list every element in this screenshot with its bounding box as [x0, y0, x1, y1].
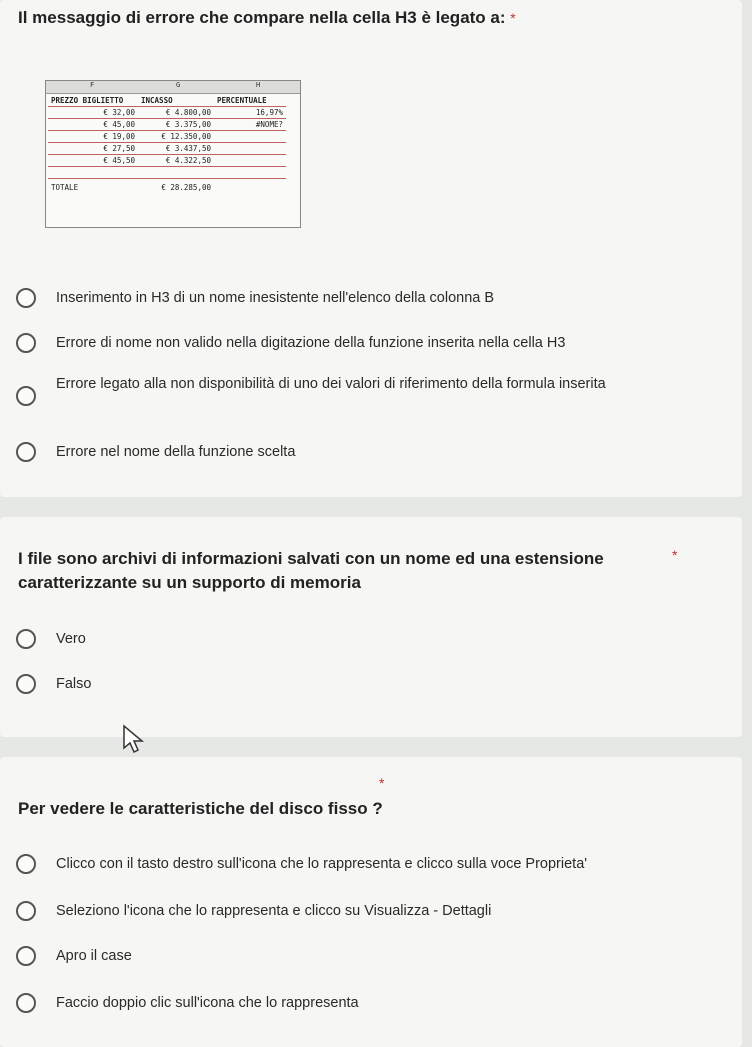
- option-label: Falso: [56, 676, 92, 692]
- radio-button[interactable]: [16, 901, 36, 921]
- question-title: I file sono archivi di informazioni salvati con un nome ed una estensione caratterizzante su un supporto di memoria: [18, 549, 604, 592]
- radio-button[interactable]: [16, 442, 36, 462]
- column-header-g: G: [176, 81, 181, 89]
- cell: € 12.350,00: [138, 131, 214, 143]
- table-row: [48, 143, 286, 155]
- radio-button[interactable]: [16, 629, 36, 649]
- question-card-1: [0, 0, 742, 497]
- question-card-3: [0, 757, 742, 1047]
- radio-button[interactable]: [16, 288, 36, 308]
- cell: € 4.322,50: [138, 155, 214, 167]
- cell: € 4.800,00: [138, 107, 214, 119]
- table-header-row: [48, 95, 286, 107]
- header-cell: INCASSO: [138, 95, 214, 107]
- option-2-1[interactable]: [16, 629, 722, 650]
- option-1-1[interactable]: [16, 288, 722, 309]
- cell: [214, 155, 286, 167]
- option-label: Inserimento in H3 di un nome inesistente nell'elenco della colonna B: [56, 290, 495, 306]
- mouse-cursor-icon: [122, 724, 146, 754]
- total-row: [48, 179, 286, 194]
- cell: € 3.437,50: [138, 143, 214, 155]
- radio-button[interactable]: [16, 386, 36, 406]
- option-3-3[interactable]: [16, 946, 722, 967]
- radio-button[interactable]: [16, 854, 36, 874]
- table-row: [48, 119, 286, 131]
- option-3-2[interactable]: [16, 901, 722, 922]
- header-cell: PREZZO BIGLIETTO: [48, 95, 138, 107]
- option-label: Faccio doppio clic sull'icona che lo rappresenta: [56, 995, 359, 1011]
- required-mark: *: [672, 547, 678, 563]
- column-header-h: H: [256, 81, 261, 89]
- option-label: Vero: [56, 631, 86, 647]
- table-row: [48, 107, 286, 119]
- total-label: TOTALE: [51, 183, 79, 192]
- option-label: Errore legato alla non disponibilità di uno dei valori di riferimento della formula inserita: [56, 376, 606, 392]
- column-header-bar: [46, 81, 300, 94]
- option-1-4[interactable]: [16, 442, 722, 463]
- question-title: Per vedere le caratteristiche del disco fisso ?: [18, 799, 383, 818]
- cell: € 45,50: [48, 155, 138, 167]
- radio-button[interactable]: [16, 674, 36, 694]
- radio-button[interactable]: [16, 946, 36, 966]
- radio-button[interactable]: [16, 333, 36, 353]
- cell: € 45,00: [48, 119, 138, 131]
- column-header-f: F: [90, 81, 95, 89]
- cell: € 3.375,00: [138, 119, 214, 131]
- option-1-3[interactable]: [16, 374, 722, 406]
- question-title: Il messaggio di errore che compare nella cella H3 è legato a: *: [18, 8, 516, 27]
- cell: [214, 143, 286, 155]
- option-label: Errore nel nome della funzione scelta: [56, 444, 296, 460]
- option-2-2[interactable]: [16, 674, 722, 695]
- spreadsheet-image: [45, 80, 301, 228]
- radio-button[interactable]: [16, 993, 36, 1013]
- spreadsheet-table: [48, 95, 286, 193]
- option-label: Clicco con il tasto destro sull'icona che lo rappresenta e clicco sulla voce Proprieta': [56, 856, 588, 872]
- total-value: € 28.285,00: [161, 183, 211, 192]
- cell: [214, 179, 286, 194]
- option-label: Apro il case: [56, 948, 132, 964]
- option-3-4[interactable]: [16, 993, 722, 1014]
- option-3-1[interactable]: [16, 854, 722, 875]
- header-cell: PERCENTUALE: [214, 95, 286, 107]
- cell: € 27,50: [48, 143, 138, 155]
- error-cell-h3: #NOME?: [214, 119, 286, 131]
- option-label: Errore di nome non valido nella digitazione della funzione inserita nella cella H3: [56, 335, 566, 351]
- option-1-2[interactable]: [16, 333, 722, 354]
- table-row: [48, 155, 286, 167]
- question-card-2: [0, 517, 742, 737]
- cell: € 32,00: [48, 107, 138, 119]
- table-row: [48, 131, 286, 143]
- required-mark: *: [379, 775, 385, 791]
- table-row-empty: [48, 167, 286, 179]
- option-label: Seleziono l'icona che lo rappresenta e clicco su Visualizza - Dettagli: [56, 903, 492, 919]
- cell: 16,97%: [214, 107, 286, 119]
- cell: € 19,00: [48, 131, 138, 143]
- required-mark: *: [510, 10, 516, 26]
- cell: [214, 131, 286, 143]
